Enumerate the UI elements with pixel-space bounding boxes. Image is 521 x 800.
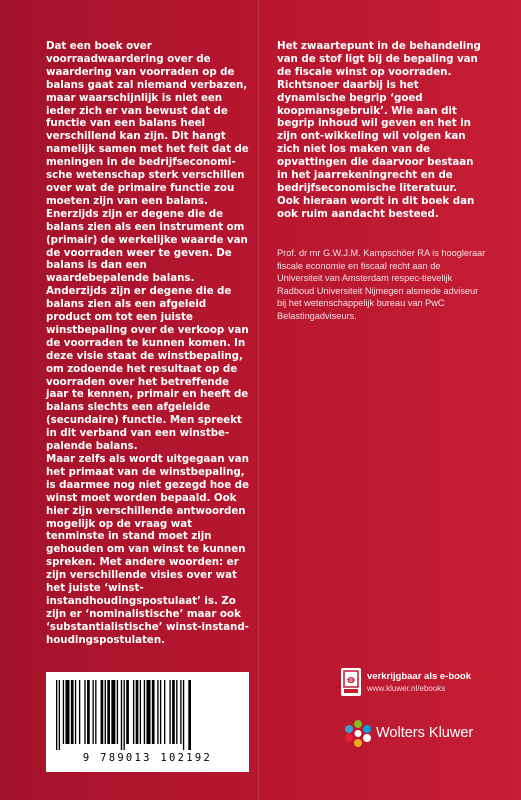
e-book-icon bbox=[341, 668, 361, 696]
isbn-number: 9 789013 102192 bbox=[82, 752, 213, 764]
column-divider bbox=[258, 0, 259, 800]
ebook-title: verkrijgbaar als e-book bbox=[367, 671, 472, 682]
isbn-barcode bbox=[46, 672, 249, 772]
right-text-column bbox=[277, 40, 482, 221]
left-paragraph-2: Enerzijds zijn er degene die de balans zien als een instrument om (primair) de werkelijke waarde van de voorraden weer te geven. De balans is dan een waardebepalende balans. Anderzijds zijn er degene die de balans zien als een afgeleid product om tot een juiste winstbepaling over de verkoop van de voorraden te kunnen komen. In deze visie staat de winstbepaling, om zodoende het resultaat op de voorraden over het betreffende jaar te kennen, primair en heeft de balans slechts een afgeleide (secundaire) functie. Men spreekt in dit verband van een winstbe-palende balans. bbox=[46, 207, 249, 453]
wolters-kluwer-logo-icon bbox=[343, 718, 373, 748]
barcode-bars bbox=[56, 680, 239, 750]
left-text-column bbox=[46, 40, 251, 647]
ebook-notice bbox=[341, 668, 511, 698]
author-bio: Prof. dr mr G.W.J.M. Kampschöer RA is hoogleraar fiscale economie en fiscaal recht aan de Universiteit van Amsterdam respec-tievelijk Radboud Universiteit Nijmegen alsmede adviseur bij het wetenschappelijk bureau van PwC Belastingadviseurs. bbox=[277, 248, 486, 321]
left-paragraph-3: Maar zelfs als wordt uitgegaan van het primaat van de winstbepaling, is daarmee nog niet gezegd hoe de winst moet worden bepaald. Ook hier zijn verschillende antwoorden mogelijk op de vraag wat tenminste in stand moet zijn gehouden om van winst te kunnen spreken. Met andere woorden: er zijn verschillende visies over wat het juiste ‘winst-instandhoudingspostulaat’ is. Zo zijn er ‘nominalistische’ maar ook ‘substantialistische’ winst-instand-houdingspostulaten. bbox=[46, 453, 249, 646]
right-paragraph: Het zwaartepunt in de behandeling van de stof ligt bij de bepaling van de fiscale winst op voorraden. Richtsnoer daarbij is het dynamische begrip ‘goed koopmansgebruik’. Wie aan dit begrip inhoud wil geven en het in zijn ont-wikkeling wil volgen kan zich niet los maken van de opvattingen die daarvoor bestaan in het jaarrekeningrecht en de bedrijfseconomische literatuur. Ook hieraan wordt in dit boek dan ook ruim aandacht besteed. bbox=[277, 40, 481, 220]
ebook-url[interactable]: www.kluwer.nl/ebooks bbox=[367, 684, 446, 693]
publisher-logo bbox=[343, 718, 513, 752]
publisher-name: Wolters Kluwer bbox=[376, 725, 474, 741]
left-paragraph-1: Dat een boek over voorraadwaardering over de waardering van voorraden op de balans gaat zal niemand verbazen, maar waarschijnlijk is niet een ieder zich er van bewust dat de functie van een balans heel verschillend kan zijn. Dit hangt namelijk samen met het feit dat de meningen in de bedrijfseconomi-sche wetenschap sterk verschillen over wat de primaire functie zou moeten zijn van een balans. bbox=[46, 40, 249, 207]
